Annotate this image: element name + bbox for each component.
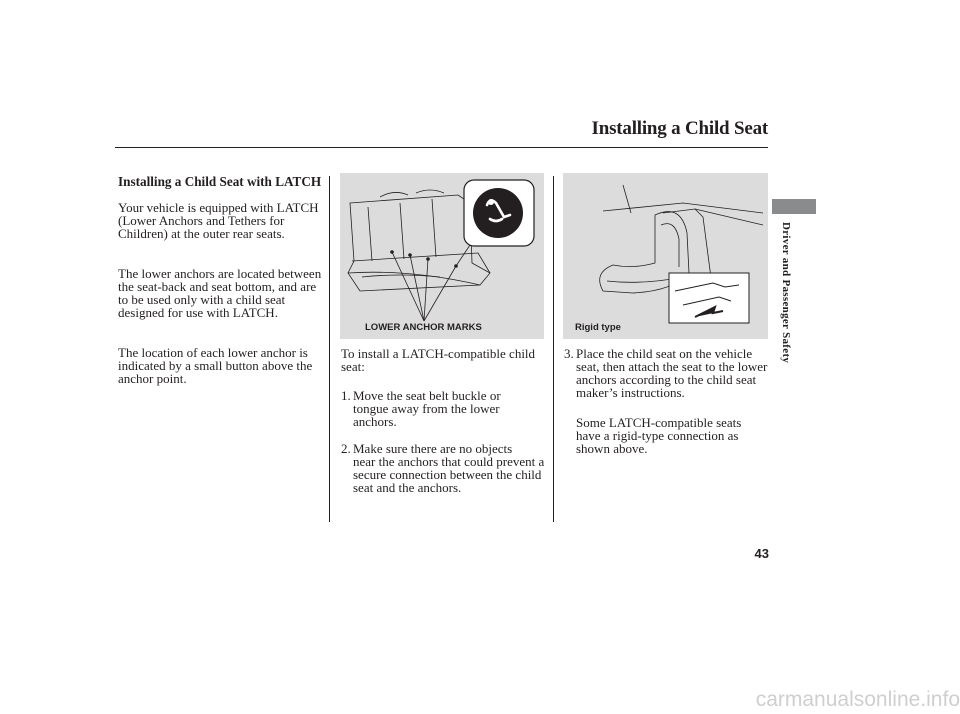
- step-number: 3.: [564, 346, 574, 361]
- step-text-continued: tongue away from the lower anchors.: [353, 401, 500, 430]
- step-text: Make sure there are no objects: [353, 441, 513, 456]
- install-intro: To install a LATCH-compatible child seat:: [341, 346, 536, 375]
- title-rule: [115, 147, 768, 148]
- rigid-connector-icon: [669, 273, 749, 323]
- step-number: 2.: [341, 441, 351, 456]
- step-number: 1.: [341, 388, 351, 403]
- section-label: [780, 222, 794, 362]
- paragraph-anchor-location: The location of each lower anchor is indicated by a small button above the anchor point.: [118, 345, 313, 387]
- step-text-continued: near the anchors that could prevent a secure connection between the child seat and the anchors.: [353, 454, 545, 496]
- section-label-text: Driver and Passenger Safety: [780, 222, 792, 364]
- step-text: Place the child seat on the vehicle: [576, 346, 753, 361]
- figure-rigid-type: [563, 173, 768, 339]
- page-title: Installing a Child Seat: [591, 118, 768, 139]
- figure-label-lower-anchor-marks: LOWER ANCHOR MARKS: [365, 322, 482, 333]
- rear-seat-illustration: [340, 173, 544, 339]
- step-3: [564, 347, 769, 399]
- paragraph-latch-intro: Your vehicle is equipped with LATCH (Lower Anchors and Tethers for Children) at the outer rear seats.: [118, 200, 319, 242]
- figure-rear-seat: [340, 173, 544, 339]
- section-tab: [772, 199, 816, 214]
- section-heading: Installing a Child Seat with LATCH: [118, 174, 322, 189]
- column-divider: [553, 176, 554, 522]
- watermark: carmanualsonline.info: [755, 688, 960, 711]
- column-divider: [329, 176, 330, 522]
- step-2: [341, 442, 546, 494]
- figure-label-rigid-type: Rigid type: [575, 322, 621, 333]
- page-number: 43: [754, 546, 769, 561]
- paragraph-lower-anchors: The lower anchors are located between the seat-back and seat bottom, and are to be used only with a child seat designed for use with LATCH.: [118, 266, 322, 321]
- step-1: [341, 389, 546, 428]
- rigid-type-note: Some LATCH-compatible seats have a rigid-type connection as shown above.: [576, 415, 742, 457]
- step-text: Move the seat belt buckle or: [353, 388, 501, 403]
- latch-symbol-icon: [464, 180, 534, 246]
- rigid-child-seat-illustration: [563, 173, 768, 339]
- step-text-continued: seat, then attach the seat to the lower anchors according to the child seat maker’s instructions.: [576, 359, 768, 401]
